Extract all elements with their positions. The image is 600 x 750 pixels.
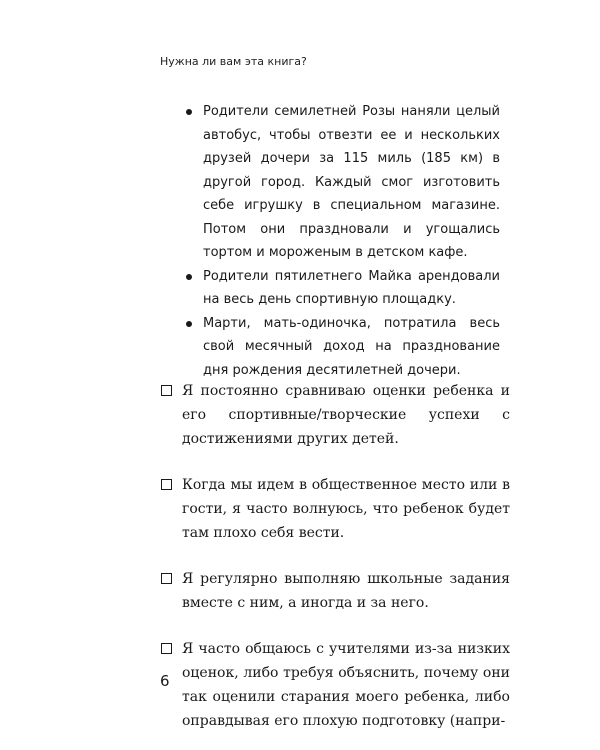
bullet-text: Родители пятилетнего Майка арендовали на весь день спортивную площадку. (203, 268, 500, 307)
bullet-icon (186, 274, 192, 280)
bullet-item (160, 312, 500, 383)
bullet-item (160, 100, 500, 265)
checklist-item (160, 473, 510, 545)
checkbox-icon[interactable] (161, 385, 172, 396)
checkbox-icon[interactable] (161, 573, 172, 584)
bullet-text: Родители семилетней Розы наняли целый автобус, чтобы отвезти ее и нескольких друзей дочери за 115 миль (185 км) в другой город. Каждый смог изготовить себе игрушку в специальном магазине. Потом они праздновали и угощались тортом и мороженым в детском кафе. (203, 104, 500, 260)
checklist-item (160, 637, 510, 733)
bullet-item (160, 265, 500, 312)
bullet-list (160, 100, 500, 382)
running-head: Нужна ли вам эта книга? (160, 55, 307, 68)
checklist-text: Я часто общаюсь с учителями из-за низких оценок, либо требуя объяснить, почему они так оценили старания моего ребенка, либо оправдывая его плохую подготовку (напри- (182, 641, 510, 729)
checkbox-icon[interactable] (161, 479, 172, 490)
bullet-icon (186, 321, 192, 327)
checklist-text: Я регулярно выполняю школьные задания вместе с ним, а иногда и за него. (182, 571, 510, 611)
bullet-text: Марти, мать-одиночка, потратила весь свой месячный доход на празднование дня рождения десятилетней дочери. (203, 315, 500, 378)
checklist-text: Я постоянно сравниваю оценки ребенка и его спортивные/творческие успехи с достижениями других детей. (182, 383, 510, 447)
checkbox-icon[interactable] (161, 643, 172, 654)
checklist-text: Когда мы идем в общественное место или в гости, я часто волнуюсь, что ребенок будет там плохо себя вести. (182, 477, 510, 541)
bullet-icon (186, 109, 192, 115)
checklist (160, 379, 510, 733)
checklist-item (160, 379, 510, 451)
checklist-item (160, 567, 510, 615)
page-number: 6 (160, 672, 170, 690)
